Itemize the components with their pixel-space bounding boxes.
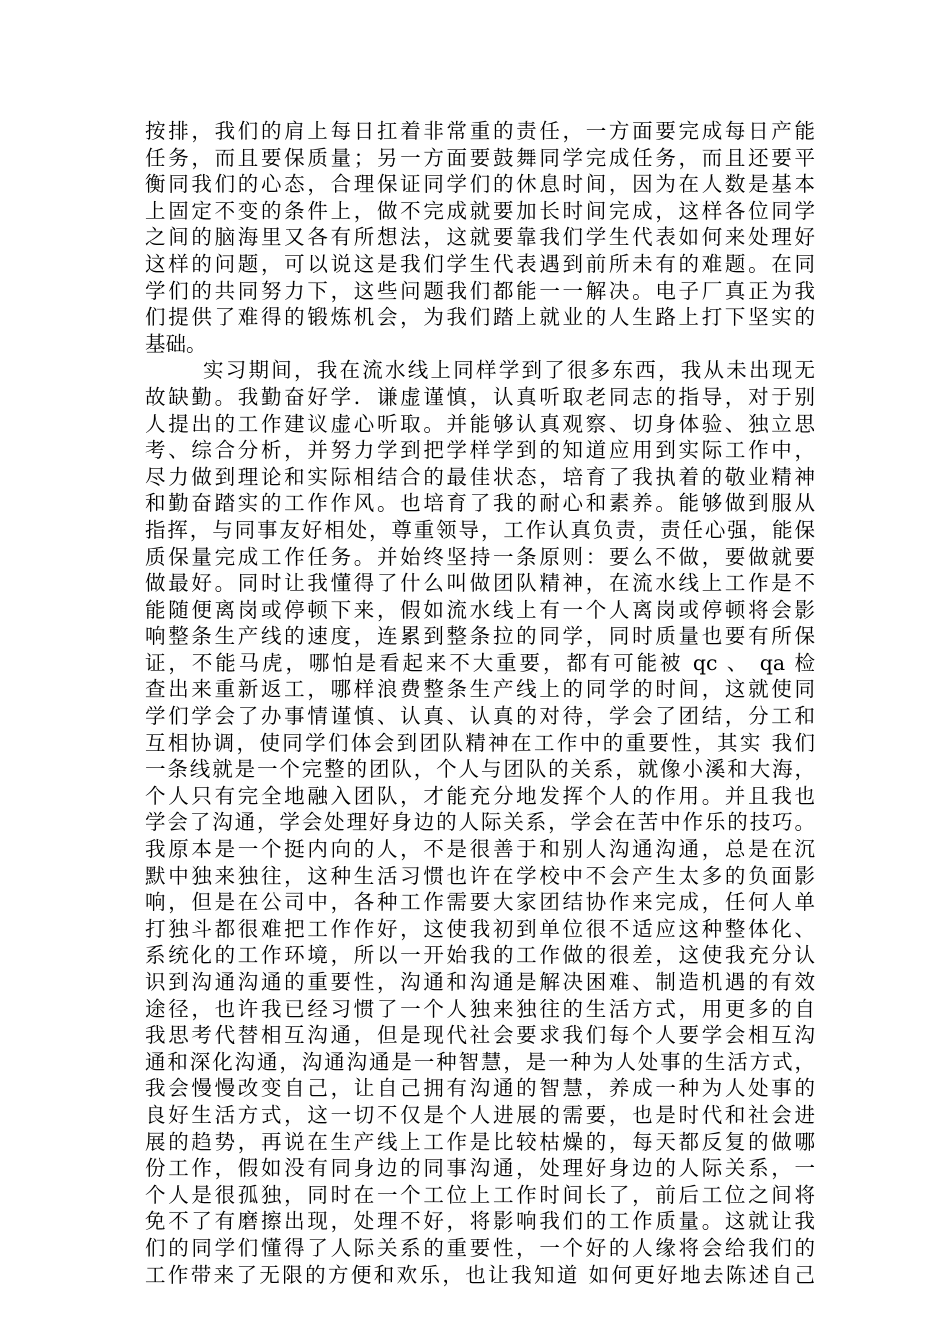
text-line: 打独斗都很难把工作作好，这使我初到单位很不适应这种整体化、	[145, 916, 815, 941]
text-line: 个人是很孤独，同时在一个工位上工作时间长了，前后工位之间将	[145, 1182, 815, 1207]
text-line: 们提供了难得的锻炼机会，为我们踏上就业的人生路上打下坚实的	[145, 305, 815, 330]
text-line: 展的趋势，再说在生产线上工作是比较枯燥的，每天都反复的做哪	[145, 1129, 815, 1154]
text-line: 学会了沟通，学会处理好身边的人际关系，学会在苦中作乐的技巧。	[145, 810, 815, 835]
text-line: 工作带来了无限的方便和欢乐，也让我知道 如何更好地去陈述自己	[145, 1262, 815, 1287]
text-line: 个人只有完全地融入团队，才能充分地发挥个人的作用。并且我也	[145, 783, 815, 808]
text-line: 任务，而且要保质量；另一方面要鼓舞同学完成任务，而且还要平	[145, 145, 815, 170]
text-line: 通和深化沟通，沟通沟通是一种智慧，是一种为人处事的生活方式，	[145, 1049, 815, 1074]
text-line: 能随便离岗或停顿下来，假如流水线上有一个人离岗或停顿将会影	[145, 597, 815, 622]
text-line: 响整条生产线的速度，连累到整条拉的同学，同时质量也要有所保	[145, 624, 815, 649]
text-line: 按排，我们的肩上每日扛着非常重的责任，一方面要完成每日产能	[145, 119, 815, 143]
text-line: 良好生活方式，这一切不仅是个人进展的需要，也是时代和社会进	[145, 1102, 815, 1127]
paragraph-end-line: 基础。	[145, 331, 207, 356]
text-line: 上固定不变的条件上，做不完成就要加长时间完成，这样各位同学	[145, 198, 815, 223]
text-line: 我会慢慢改变自己，让自己拥有沟通的智慧，养成一种为人处事的	[145, 1076, 815, 1101]
text-line: 默中独来独往，这种生活习惯也许在学校中不会产生太多的负面影	[145, 863, 815, 888]
text-line: 和勤奋踏实的工作作风。也培育了我的耐心和素养。能够做到服从	[145, 491, 815, 516]
text-line: 做最好。同时让我懂得了什么叫做团队精神，在流水线上工作是不	[145, 571, 815, 596]
text-line: 免不了有磨擦出现，处理不好，将影响我们的工作质量。这就让我	[145, 1209, 815, 1234]
text-line: 途径，也许我已经习惯了一个人独来独往的生活方式，用更多的自	[145, 996, 815, 1021]
text-line: 系统化的工作环境，所以一开始我的工作做的很差，这使我充分认	[145, 943, 815, 968]
text-line: 人提出的工作建议虚心听取。并能够认真观察、切身体验、独立思	[145, 411, 815, 436]
paragraph-start-line: 实习期间，我在流水线上同样学到了很多东西，我从未出现无	[203, 358, 815, 383]
text-line: 学们学会了办事情谨慎、认真、认真的对待，学会了团结，分工和	[145, 704, 815, 729]
text-line: 一条线就是一个完整的团队，个人与团队的关系，就像小溪和大海，	[145, 757, 815, 782]
text-line: 之间的脑海里又各有所想法，这就要靠我们学生代表如何来处理好	[145, 225, 815, 250]
text-line: 查出来重新返工，哪样浪费整条生产线上的同学的时间，这就使同	[145, 677, 815, 702]
text-line: 考、综合分析，并努力学到把学样学到的知道应用到实际工作中，	[145, 438, 815, 463]
text-line: 学们的共同努力下，这些问题我们都能一一解决。电子厂真正为我	[145, 278, 815, 303]
text-line: 尽力做到理论和实际相结合的最佳状态，培育了我执着的敬业精神	[145, 464, 815, 489]
text-line: 们的同学们懂得了人际关系的重要性，一个好的人缘将会给我们的	[145, 1235, 815, 1260]
text-line: 互相协调，使同学们体会到团队精神在工作中的重要性，其实 我们	[145, 730, 815, 755]
text-line: 我思考代替相互沟通，但是现代社会要求我们每个人要学会相互沟	[145, 1023, 815, 1048]
text-line: 指挥，与同事友好相处，尊重领导，工作认真负责，责任心强，能保	[145, 517, 815, 542]
text-line: 衡同我们的心态，合理保证同学们的休息时间，因为在人数是基本	[145, 172, 815, 197]
text-line: 我原本是一个挺内向的人，不是很善于和别人沟通沟通，总是在沉	[145, 837, 815, 862]
body-text	[145, 118, 815, 1288]
text-line: 份工作，假如没有同身边的同事沟通，处理好身边的人际关系，一	[145, 1156, 815, 1181]
text-line: 故缺勤。我勤奋好学．谦虚谨慎，认真听取老同志的指导，对于别	[145, 384, 815, 409]
text-line: 这样的问题，可以说这是我们学生代表遇到前所未有的难题。在同	[145, 251, 815, 276]
text-line: 识到沟通沟通的重要性，沟通和沟通是解决困难、制造机遇的有效	[145, 970, 815, 994]
text-line: 证，不能马虎，哪怕是看起来不大重要，都有可能被 qc 、 qa 检	[145, 650, 815, 675]
text-line: 响，但是在公司中，各种工作需要大家团结协作来完成，任何人单	[145, 890, 815, 915]
text-line: 质保量完成工作任务。并始终坚持一条原则：要么不做，要做就要	[145, 544, 815, 569]
